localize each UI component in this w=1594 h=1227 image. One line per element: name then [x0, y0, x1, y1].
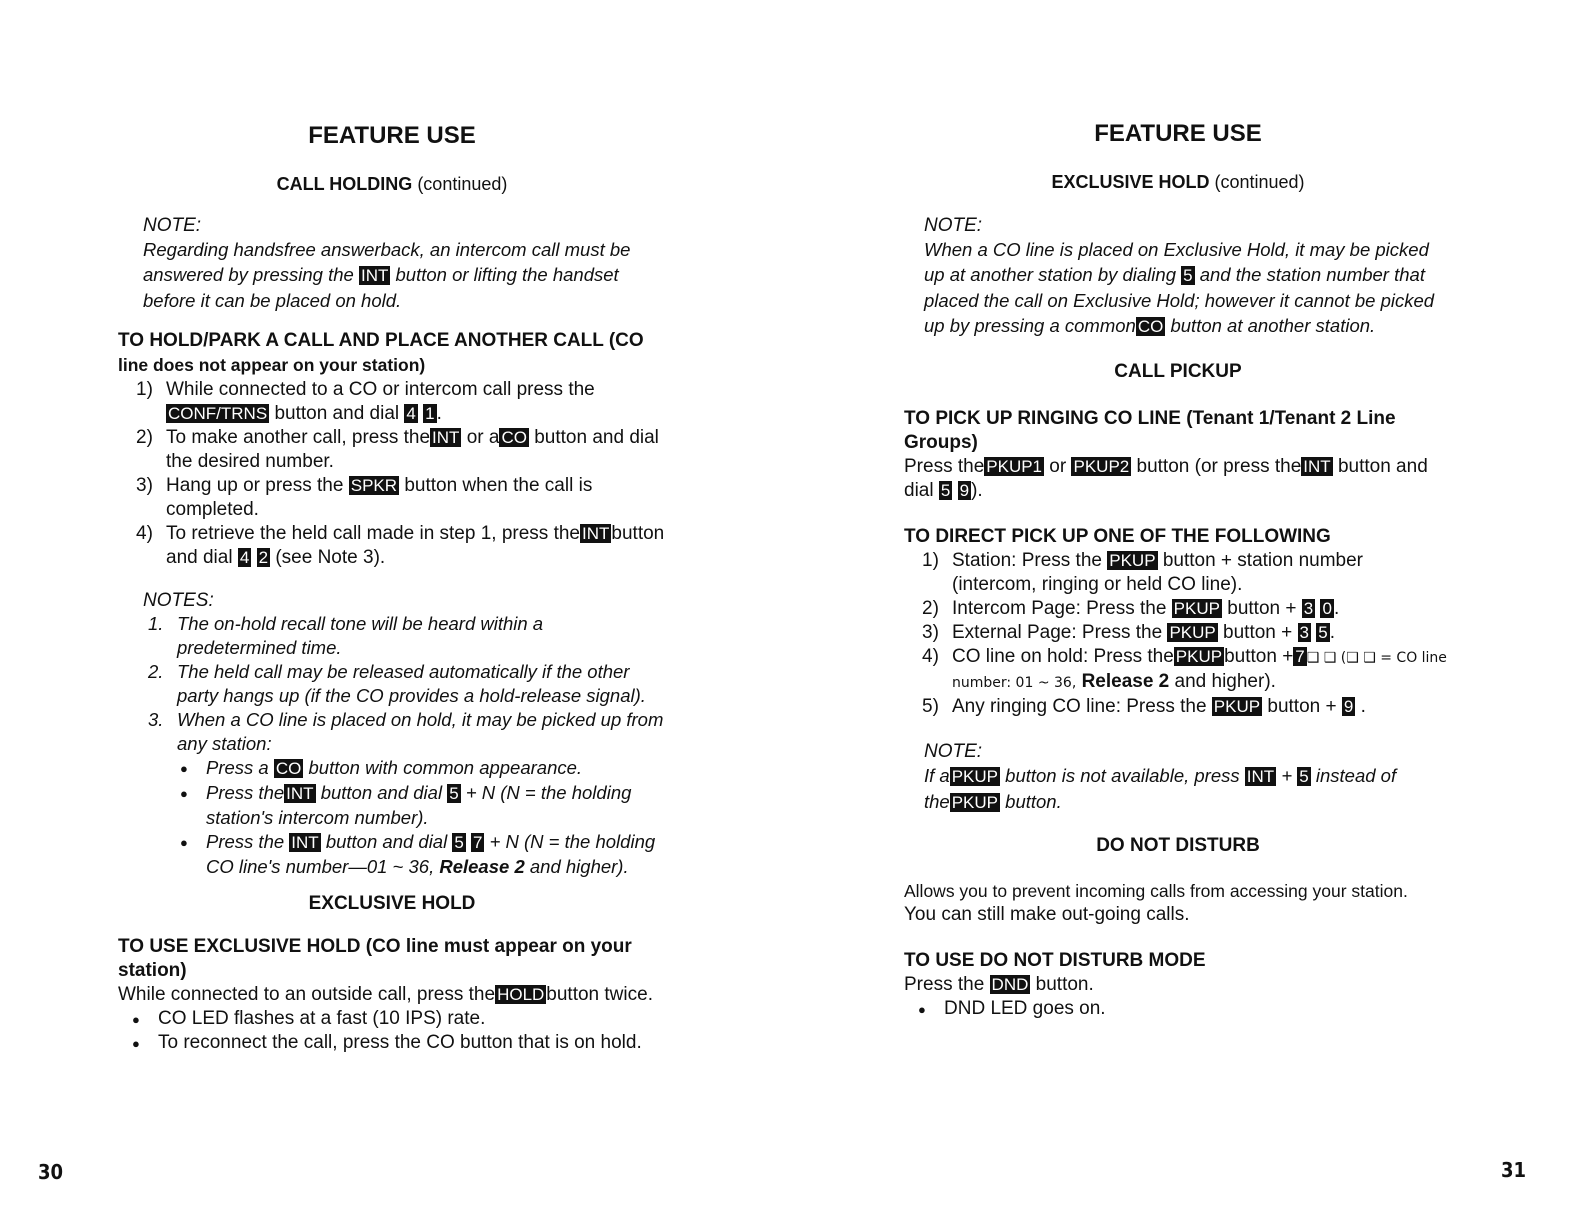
- note-text: When a CO line is placed on hold, it may be picked up from any station:: [177, 709, 664, 754]
- body-text: Press the: [904, 974, 985, 995]
- list-item: [904, 549, 1452, 597]
- direct-pickup-section: [904, 525, 1452, 719]
- notes-block: [118, 590, 666, 879]
- step-text: button and dial the desired number.: [166, 427, 659, 472]
- digit-key: 4: [406, 404, 416, 423]
- subtitle-rest: (continued): [1214, 172, 1305, 192]
- int-key: INT: [582, 524, 610, 543]
- note-text: [924, 763, 1452, 815]
- step-number: 3): [922, 622, 939, 643]
- digit-key: 7: [472, 833, 483, 852]
- note-text: The on-hold recall tone will be heard within a predetermined time.: [177, 613, 544, 658]
- step-text: Hang up or press the: [166, 475, 344, 496]
- note-text-part: button at another station.: [1170, 315, 1376, 336]
- step-text: Any ringing CO line: Press the: [952, 696, 1207, 717]
- bullet-text: button with common appearance.: [308, 757, 583, 778]
- step-number: 2): [136, 427, 153, 448]
- subtitle-rest: (continued): [417, 174, 508, 194]
- step-text: and higher).: [1174, 671, 1276, 692]
- pickup-options-list: [118, 756, 666, 879]
- step-text: CO line on hold: Press the: [952, 646, 1174, 667]
- int-key: INT: [432, 428, 460, 447]
- note2-block: [904, 741, 1452, 815]
- note-text-part: button is not available, press: [1005, 765, 1240, 786]
- list-item: ● DND LED goes on.: [904, 997, 1452, 1021]
- note-text-part: and the station number that placed the call on Exclusive Hold; however it cannot be picked up by pressing a common: [924, 264, 1435, 336]
- step-text: button when the call is completed.: [166, 475, 593, 520]
- step-text: button +: [1227, 598, 1297, 619]
- list-item: 1) While connected to a CO or intercom call press the CONF/TRNS button and dial 4 1 .: [136, 379, 595, 424]
- digit-key: 5: [940, 481, 951, 500]
- pick-ringing-text: [904, 455, 1452, 503]
- pkup-key: PKUP: [1213, 697, 1261, 716]
- list-item: [118, 781, 666, 830]
- body-text: ).: [971, 480, 983, 501]
- release-bold: Release 2: [1081, 671, 1170, 692]
- body-text: button.: [1035, 974, 1094, 995]
- bullet-text: button and dial: [320, 782, 443, 803]
- step-text: button and dial: [274, 403, 400, 424]
- digit-key: 3: [1299, 623, 1309, 642]
- co-key: CO: [275, 759, 302, 778]
- step-number: 5): [922, 696, 939, 717]
- digit-key: 1: [425, 404, 435, 423]
- step-text: External Page: Press the: [952, 622, 1163, 643]
- pkup2-key: PKUP2: [1073, 457, 1130, 476]
- pkup-key: PKUP: [951, 767, 999, 786]
- digit-key: 5: [1299, 767, 1309, 786]
- hold-park-steps: [118, 378, 666, 570]
- note-number: 2.: [148, 661, 164, 682]
- hold-park-section: [118, 329, 666, 570]
- digit-key: 2: [258, 548, 269, 567]
- call-pickup-heading: CALL PICKUP: [1114, 361, 1242, 382]
- digit-key: 5: [449, 784, 459, 803]
- body-text: button and dial: [904, 456, 1428, 501]
- step-number: 3): [136, 475, 153, 496]
- co-key: CO: [1137, 317, 1164, 336]
- exclusive-bullets: [118, 1007, 666, 1055]
- subtitle-bold: CALL HOLDING: [276, 174, 413, 194]
- int-key: INT: [291, 833, 319, 852]
- list-item: [118, 612, 666, 660]
- step-text: (see Note 3).: [275, 547, 386, 568]
- int-key: INT: [360, 266, 389, 285]
- pick-ringing-heading: TO PICK UP RINGING CO LINE (Tenant 1/Tenant 2 Line Groups): [904, 408, 1396, 453]
- body-text: or: [1049, 456, 1067, 477]
- dnd-use-section: [904, 949, 1452, 1021]
- dnd-key: DND: [991, 975, 1029, 994]
- int-key: INT: [1303, 457, 1331, 476]
- step-text: To retrieve the held call made in step 1, press the: [166, 523, 581, 544]
- pick-ringing-section: [904, 407, 1452, 503]
- left-content: [118, 174, 666, 1055]
- right-page: [797, 0, 1594, 1227]
- note-text-part: When a CO line is placed on Exclusive Hold, it may be picked up at another station by dialing: [924, 239, 1429, 285]
- step-text: While connected to a CO or intercom call press the: [166, 379, 595, 400]
- step-number: 2): [922, 598, 939, 619]
- step-text: ❑ ❑ (❑ ❑ = CO line number: 01 ~ 36,: [952, 650, 1447, 691]
- direct-pickup-heading: TO DIRECT PICK UP ONE OF THE FOLLOWING: [904, 526, 1331, 547]
- body-text: You can still make out-going calls.: [904, 904, 1190, 925]
- notes-list: [118, 612, 666, 756]
- conf-trns-key: CONF/TRNS: [168, 404, 268, 423]
- page-number: 31: [1501, 1158, 1527, 1182]
- bullet-text: Press the: [206, 831, 285, 852]
- note-text: The held call may be released automatically if the other party hangs up (if the CO provides a hold-release signal).: [177, 661, 646, 706]
- dnd-use-text: [904, 973, 1452, 997]
- pkup-key: PKUP: [951, 793, 999, 812]
- page-title: FEATURE USE: [308, 122, 476, 149]
- page-number: 30: [38, 1160, 64, 1184]
- release-bold: Release 2: [439, 856, 525, 877]
- list-item: ● CO LED flashes at a fast (10 IPS) rate.: [118, 1007, 666, 1031]
- bullet-text: Press a: [206, 757, 269, 778]
- list-item: [118, 522, 666, 570]
- page-title: FEATURE USE: [1094, 120, 1262, 147]
- co-key: CO: [501, 428, 527, 447]
- note-text: [924, 237, 1452, 339]
- step-number: 1): [136, 379, 153, 400]
- digit-key: 5: [1318, 623, 1328, 642]
- direct-pickup-steps: [904, 549, 1452, 719]
- digit-key: 9: [1343, 697, 1354, 716]
- bullet-text: button and dial: [325, 831, 448, 852]
- list-item: [118, 708, 666, 756]
- note-text-part: Regarding handsfree answerback, an intercom call must be answered by pressing the: [143, 239, 631, 285]
- list-item: [118, 426, 666, 474]
- digit-key: 4: [239, 548, 250, 567]
- dnd-description: [904, 879, 1452, 927]
- bullet-text: and higher).: [529, 856, 629, 877]
- note-text-part: button or lifting the handset before it can be placed on hold.: [143, 264, 619, 311]
- digit-key: 5: [1183, 266, 1193, 285]
- use-exclusive-section: [118, 935, 666, 1055]
- digit-key: 7: [1295, 647, 1305, 666]
- step-number: 4): [136, 523, 153, 544]
- step-text: Intercom Page: Press the: [952, 598, 1167, 619]
- hold-park-heading: [118, 329, 666, 378]
- list-item: [118, 830, 666, 879]
- step-text: button + station number (intercom, ringing or held CO line).: [952, 550, 1363, 595]
- list-item: [118, 756, 666, 781]
- step-text: Station: Press the: [952, 550, 1102, 571]
- use-exclusive-text: [118, 983, 666, 1007]
- bullet-text: Press the: [206, 782, 285, 803]
- step-text: button +: [1267, 696, 1337, 717]
- dnd-heading: DO NOT DISTURB: [1096, 835, 1260, 856]
- step-text: button +: [1224, 646, 1294, 667]
- note-block: [904, 215, 1452, 339]
- body-text: While connected to an outside call, press the: [118, 984, 496, 1005]
- note-label: NOTE:: [143, 215, 202, 236]
- notes-label: NOTES:: [143, 590, 214, 611]
- note-label: NOTE:: [924, 741, 983, 762]
- pkup-key: PKUP: [1175, 647, 1223, 666]
- body-text: Press the: [904, 456, 985, 477]
- int-key: INT: [1246, 767, 1275, 786]
- list-item: 3) External Page: Press the PKUP button + 3 5 .: [922, 622, 1336, 643]
- use-exclusive-heading: TO USE EXCLUSIVE HOLD (CO line must appear on your station): [118, 936, 632, 981]
- digit-key: 5: [454, 833, 464, 852]
- step-text: or a: [466, 427, 500, 448]
- hold-key: HOLD: [497, 985, 545, 1004]
- heading-line: line does not appear on your station): [118, 355, 426, 375]
- note-block: [118, 215, 666, 313]
- list-item: [118, 474, 666, 522]
- subtitle-bold: EXCLUSIVE HOLD: [1051, 172, 1210, 192]
- dnd-use-heading: TO USE DO NOT DISTURB MODE: [904, 950, 1206, 971]
- int-key: INT: [286, 784, 314, 803]
- list-item: [904, 645, 1452, 695]
- note-label: NOTE:: [924, 215, 983, 236]
- list-item: 5) Any ringing CO line: Press the PKUP button + 9 .: [922, 696, 1366, 717]
- note-text: [143, 237, 666, 313]
- note-text-part: button.: [1005, 791, 1062, 812]
- exclusive-hold-heading: EXCLUSIVE HOLD: [308, 893, 476, 914]
- body-text: button twice.: [546, 984, 653, 1005]
- step-text: To make another call, press the: [166, 427, 431, 448]
- body-text: button (or press the: [1136, 456, 1302, 477]
- list-item: ● To reconnect the call, press the CO button that is on hold.: [118, 1031, 666, 1055]
- step-text: button +: [1223, 622, 1293, 643]
- right-content: [904, 172, 1452, 1021]
- note-text-part: instead of the: [924, 765, 1397, 812]
- spkr-key: SPKR: [350, 476, 398, 495]
- pkup1-key: PKUP1: [986, 457, 1043, 476]
- heading-line: TO HOLD/PARK A CALL AND PLACE ANOTHER CALL (CO: [118, 330, 644, 351]
- note-text-part: +: [1281, 765, 1293, 786]
- section-subtitle: [904, 172, 1452, 193]
- note-text-part: If a: [924, 765, 950, 786]
- pkup-key: PKUP: [1169, 623, 1216, 642]
- step-number: 1): [922, 550, 939, 571]
- bullet-text: + N (N = the holding CO line's number—01 ~ 36,: [206, 831, 656, 877]
- list-item: [118, 660, 666, 708]
- step-number: 4): [922, 646, 939, 667]
- body-text: Allows you to prevent incoming calls from accessing your station.: [904, 881, 1408, 901]
- note-number: 3.: [148, 709, 164, 730]
- step-text: button and dial: [166, 523, 665, 568]
- pkup-key: PKUP: [1173, 599, 1220, 618]
- section-subtitle: [118, 174, 666, 195]
- bullet-text: + N (N = the holding station's intercom number).: [206, 782, 632, 828]
- note-number: 1.: [148, 613, 164, 634]
- digit-key: 9: [959, 481, 970, 500]
- digit-key: 0: [1322, 599, 1332, 618]
- pkup-key: PKUP: [1109, 551, 1156, 570]
- digit-key: 3: [1303, 599, 1314, 618]
- dnd-bullets: [904, 997, 1452, 1021]
- list-item: 2) Intercom Page: Press the PKUP button + 3 0 .: [922, 598, 1340, 619]
